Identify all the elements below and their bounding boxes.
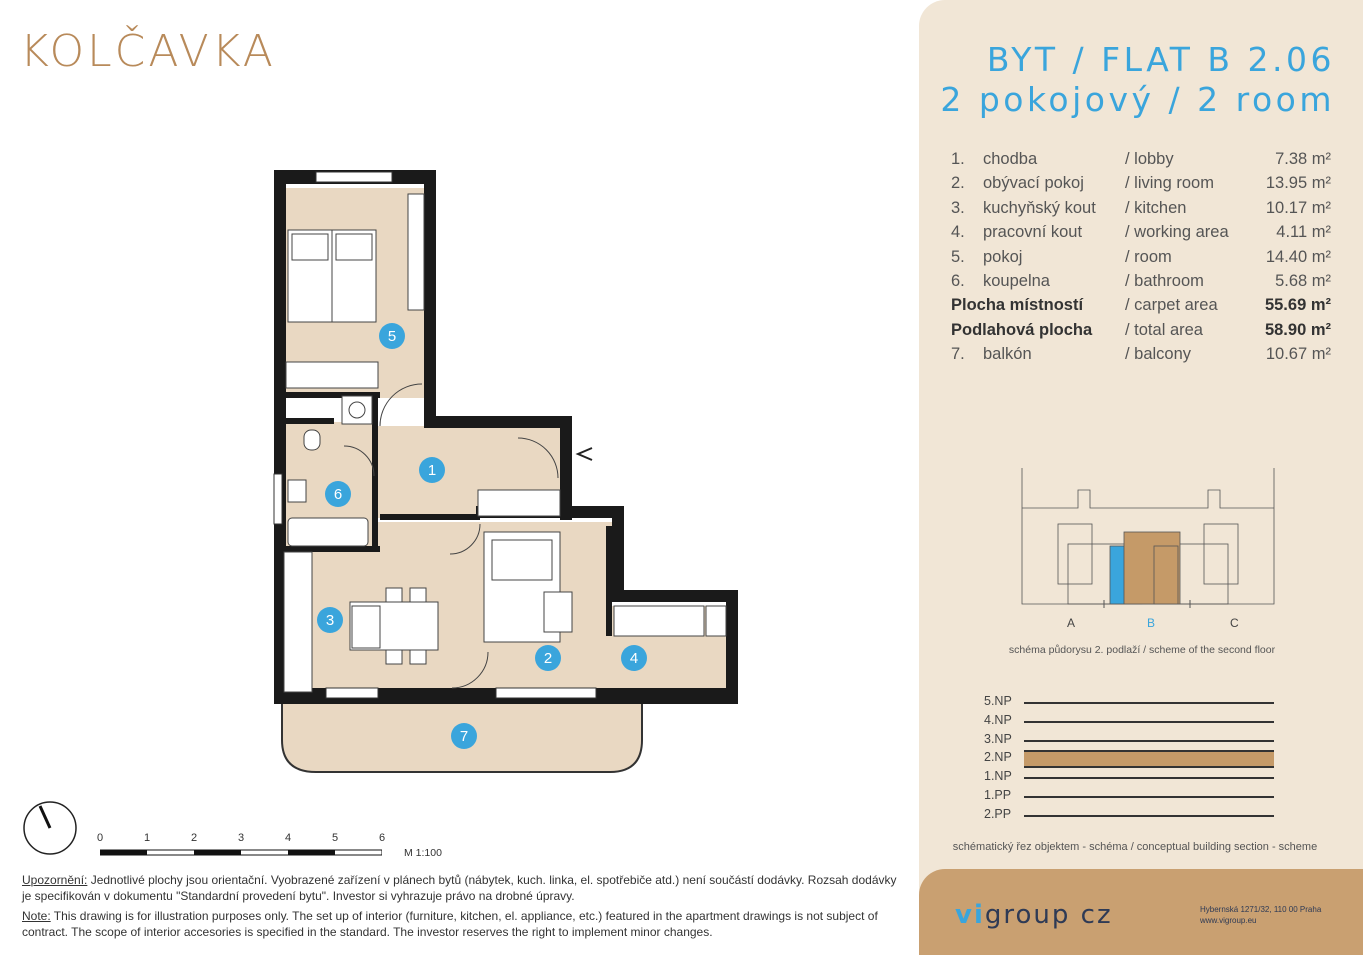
- room-en: / carpet area: [1125, 296, 1218, 315]
- room-row: [951, 199, 1331, 223]
- floor-line: [1024, 702, 1274, 704]
- flat-subtitle: 2 pokojový / 2 room: [940, 80, 1335, 119]
- room-area: 55.69 m²: [1264, 296, 1331, 315]
- room-num: 4.: [951, 223, 965, 242]
- floor-row: [980, 711, 1280, 730]
- room-label-7: [451, 723, 477, 749]
- room-row: [951, 296, 1331, 320]
- brand-prefix: vi: [955, 900, 985, 930]
- logo-text: KOLČAVKA: [20, 26, 276, 77]
- room-cz: obývací pokoj: [983, 174, 1084, 193]
- floor-line: [1024, 815, 1274, 817]
- note-en-lead: Note:: [22, 909, 51, 923]
- scale-bar-graphic: [100, 846, 382, 858]
- svg-text:2: 2: [543, 650, 553, 667]
- coffee-table: [544, 592, 572, 632]
- svg-text:7: 7: [459, 728, 469, 745]
- room-area: 5.68 m²: [1275, 271, 1331, 290]
- floor-row: [980, 730, 1280, 749]
- room-en: / working area: [1125, 223, 1229, 242]
- room-cz: koupelna: [983, 271, 1050, 290]
- room-cz: pracovní kout: [983, 223, 1083, 242]
- room-en: / kitchen: [1125, 198, 1187, 217]
- room-cz: balkón: [983, 345, 1032, 364]
- vigroup-logo: [955, 900, 1113, 930]
- kitchen-counter: [284, 552, 312, 692]
- scale-tick: 2: [191, 832, 198, 844]
- company-address: Hybernská 1271/32, 110 00 Praha: [1200, 905, 1322, 914]
- floor-row: [980, 767, 1280, 786]
- room-area: 58.90 m²: [1264, 320, 1331, 339]
- scale-bar: [97, 832, 400, 862]
- north-compass-icon: [22, 800, 78, 856]
- svg-text:4: 4: [629, 650, 639, 667]
- room-label-3: [317, 607, 343, 633]
- room-label-1: [419, 457, 445, 483]
- room-en: / balcony: [1125, 345, 1192, 364]
- floor-section: [980, 692, 1280, 824]
- room-num: 5.: [951, 247, 965, 266]
- note-en-text: This drawing is for illustration purposes only. The set up of interior (furniture, kitchen, el. appliance, etc.) featured in the apartment drawings is not subject of contract. The scope of interior accesories is specified in the standard. The investor reserves the right to implement minor changes.: [22, 909, 878, 939]
- room-cz: Podlahová plocha: [951, 320, 1093, 339]
- room-row: [951, 223, 1331, 247]
- flat-title: BYT / FLAT B 2.06: [986, 40, 1335, 79]
- svg-text:6: 6: [333, 486, 343, 503]
- built-in-unit: [706, 606, 726, 636]
- section-caption: schématický řez objektem - schéma / conceptual building section - scheme: [952, 841, 1318, 853]
- note-cz-lead: Upozornění:: [22, 873, 88, 887]
- room-label-2: [535, 645, 561, 671]
- room-area: 14.40 m²: [1265, 247, 1331, 266]
- disclaimer-notes: [22, 873, 902, 945]
- scale-label: M 1:100: [404, 847, 442, 859]
- room-label-5: [379, 323, 405, 349]
- wardrobe-2: [286, 362, 378, 388]
- floor-label: 2.NP: [984, 750, 1012, 765]
- kolcavka-logo: [20, 26, 320, 86]
- room-en: / lobby: [1125, 150, 1174, 168]
- room-cz: pokoj: [983, 247, 1023, 266]
- note-cz-text: Jednotlivé plochy jsou orientační. Vyobrazené zařízení v plánech bytů (nábytek, kuch. linka, el. spotřebiče atd.) není součástí dodávky. Rozsah dodávky je specifikován v dokumentu "Standardní provedení bytu". Investor si vyhrazuje právo na drobné úpravy.: [22, 873, 897, 903]
- scale-tick: 4: [285, 832, 292, 844]
- room-label-4: [621, 645, 647, 671]
- room-cz: kuchyňský kout: [983, 198, 1096, 217]
- room-list: [951, 150, 1331, 370]
- floor-row: [980, 692, 1280, 711]
- scale-tick: 3: [238, 832, 245, 844]
- floor-row: [980, 748, 1280, 767]
- floor-label: 4.NP: [984, 712, 1012, 727]
- floor-label: 3.NP: [984, 731, 1012, 746]
- scale-tick: 5: [332, 832, 339, 844]
- note-en: [22, 909, 902, 940]
- bathtub: [288, 518, 368, 546]
- floor-label: 1.PP: [984, 787, 1012, 802]
- floor-label: 1.NP: [984, 769, 1012, 784]
- floor-line: [1024, 750, 1274, 768]
- floor-label: 2.PP: [984, 806, 1012, 821]
- room-row: [951, 321, 1331, 345]
- svg-text:3: 3: [325, 612, 335, 629]
- floor-line: [1024, 796, 1274, 798]
- room-cz: chodba: [983, 150, 1038, 168]
- floor-line: [1024, 777, 1274, 779]
- room-en: / total area: [1125, 320, 1203, 339]
- section-b-label: B: [1147, 616, 1156, 630]
- room-num: 1.: [951, 150, 965, 168]
- scale-tick: 6: [379, 832, 386, 844]
- sink: [288, 480, 306, 502]
- room-en: / room: [1125, 247, 1172, 266]
- room-row: [951, 272, 1331, 296]
- entrance-arrow-icon: [578, 448, 592, 460]
- scale-tick: 0: [97, 832, 104, 844]
- floor-row: [980, 786, 1280, 805]
- floor-line: [1024, 740, 1274, 742]
- floor-row: [980, 805, 1280, 824]
- room-area: 13.95 m²: [1265, 174, 1331, 193]
- room-area: 10.67 m²: [1265, 345, 1331, 364]
- room-en: / living room: [1125, 174, 1214, 193]
- svg-text:5: 5: [387, 328, 397, 345]
- room-num: 3.: [951, 198, 965, 217]
- room-area: 10.17 m²: [1265, 198, 1331, 217]
- desk: [614, 606, 704, 636]
- room-row: [951, 174, 1331, 198]
- schema-caption: schéma půdorysu 2. podlaží / scheme of the second floor: [1008, 644, 1276, 656]
- wardrobe: [408, 194, 424, 310]
- stove: [352, 606, 380, 648]
- room-cz: Plocha místností: [951, 296, 1084, 315]
- brand-suffix: group cz: [984, 900, 1113, 930]
- svg-text:1: 1: [427, 462, 437, 479]
- floor-plan: [260, 150, 760, 790]
- floor-line: [1024, 721, 1274, 723]
- room-num: 2.: [951, 174, 965, 193]
- room-area: 7.38 m²: [1275, 150, 1331, 168]
- scale-tick: 1: [144, 832, 151, 844]
- section-a-label: A: [1067, 616, 1076, 630]
- toilet: [304, 430, 320, 450]
- room-num: 6.: [951, 271, 965, 290]
- room-row: [951, 248, 1331, 272]
- section-c-label: C: [1230, 616, 1239, 630]
- shoe-cabinet: [478, 490, 560, 516]
- floor-label: 5.NP: [984, 694, 1012, 708]
- room-label-6: [325, 481, 351, 507]
- room-row: [951, 345, 1331, 369]
- company-web-link[interactable]: www.vigroup.eu: [1200, 916, 1257, 925]
- room-area: 4.11 m²: [1276, 223, 1331, 242]
- room-num: 7.: [951, 345, 965, 364]
- room-en: / bathroom: [1125, 271, 1204, 290]
- building-schema: [1018, 468, 1280, 608]
- note-cz: [22, 873, 902, 904]
- room-row: [951, 150, 1331, 174]
